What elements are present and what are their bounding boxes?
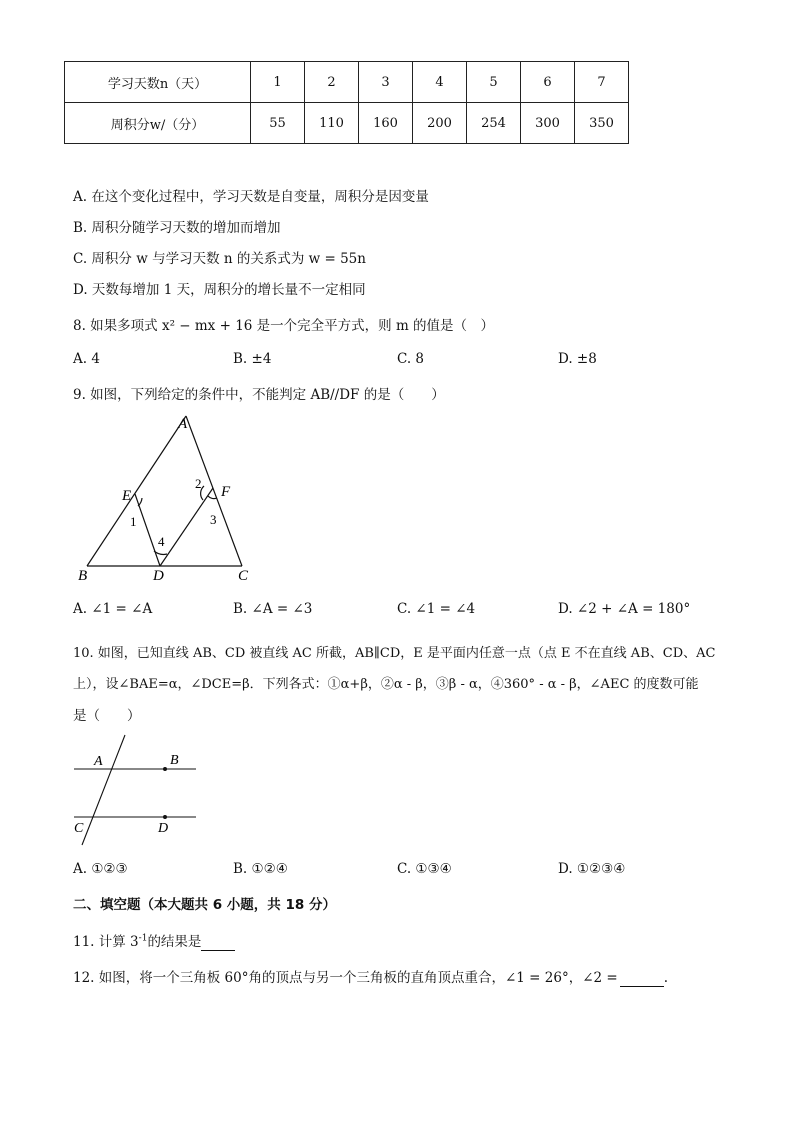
q10-parallel-lines-figure: [70, 733, 210, 848]
q11-text-before: 11. 计算 3: [73, 934, 139, 950]
q7-option-c: C. 周积分 w 与学习天数 n 的关系式为 w = 55n: [73, 251, 366, 267]
section-heading: 二、填空题（本大题共 6 小题，共 18 分）: [73, 897, 336, 913]
table-cell: 6: [521, 62, 575, 103]
table-cell: 2: [305, 62, 359, 103]
q8-option-d: D. ±8: [558, 351, 597, 367]
q10-option-b: B. ①②④: [233, 861, 288, 877]
q8-option-a: A. 4: [73, 351, 100, 367]
table-cell: 3: [359, 62, 413, 103]
q10-line-2: 上），设∠BAE=α，∠DCE=β．下列各式：①α+β，②α - β，③β - α，④360° - α - β，∠AEC 的度数可能: [73, 677, 699, 692]
table-cell: 55: [251, 103, 305, 144]
q9-angle-4: 4: [158, 534, 165, 549]
q10-label-c: C: [74, 821, 84, 836]
q9-stem: 9. 如图，下列给定的条件中，不能判定 AB//DF 的是（ ）: [73, 387, 445, 403]
q9-option-a: A. ∠1 = ∠A: [73, 601, 153, 617]
q9-angle-3: 3: [210, 512, 217, 527]
q10-option-c: C. ①③④: [397, 861, 452, 877]
q11-stem: [73, 930, 235, 951]
q8-option-c: C. 8: [397, 351, 425, 367]
q10-line-3: 是（ ）: [73, 708, 141, 724]
q9-option-b: B. ∠A = ∠3: [233, 601, 313, 617]
q9-label-e: E: [122, 488, 132, 504]
q9-option-d: D. ∠2 + ∠A = 180°: [558, 601, 691, 617]
q7-option-d: D. 天数每增加 1 天，周积分的增长量不一定相同: [73, 282, 366, 298]
q9-option-c: C. ∠1 = ∠4: [397, 601, 476, 617]
q12-text: 12. 如图，将一个三角板 60°角的顶点与另一个三角板的直角顶点重合，∠1 = 26°，∠2 =: [73, 970, 618, 986]
data-table: [64, 61, 629, 144]
table-cell: 7: [575, 62, 629, 103]
q7-option-b: B. 周积分随学习天数的增加而增加: [73, 220, 281, 236]
q10-label-d: D: [158, 821, 169, 836]
table-row: [65, 62, 629, 103]
table-header-days: 学习天数n（天）: [65, 62, 251, 103]
q9-angle-1: 1: [130, 514, 137, 529]
q10-label-a: A: [94, 754, 103, 769]
table-cell: 160: [359, 103, 413, 144]
q7-option-a: A. 在这个变化过程中，学习天数是自变量，周积分是因变量: [73, 189, 429, 205]
q11-answer-blank[interactable]: [201, 934, 235, 951]
q11-text-after: 的结果是: [147, 934, 202, 950]
table-cell: 350: [575, 103, 629, 144]
q9-angle-2: 2: [195, 476, 202, 491]
table-cell: 300: [521, 103, 575, 144]
table-cell: 254: [467, 103, 521, 144]
q10-option-a: A. ①②③: [73, 861, 128, 877]
q12-end: .: [663, 970, 669, 986]
q9-label-f: F: [221, 484, 231, 500]
q10-label-b: B: [170, 753, 179, 768]
q9-triangle-figure: [70, 408, 270, 588]
q9-label-c: C: [238, 568, 249, 584]
q10-line-1: 10. 如图，已知直线 AB、CD 被直线 AC 所截，AB∥CD，E 是平面内任意一点（点 E 不在直线 AB、CD、AC: [73, 646, 716, 661]
table-header-points: 周积分w/（分）: [65, 103, 251, 144]
q9-label-b: B: [78, 568, 88, 584]
q9-label-a: A: [178, 416, 188, 432]
q12-stem: [73, 966, 668, 987]
table-cell: 4: [413, 62, 467, 103]
q9-label-d: D: [153, 568, 164, 584]
q12-answer-blank[interactable]: [620, 970, 664, 987]
q11-exponent: -1: [138, 933, 148, 944]
table-cell: 110: [305, 103, 359, 144]
table-cell: 1: [251, 62, 305, 103]
table-cell: 5: [467, 62, 521, 103]
q10-option-d: D. ①②③④: [558, 861, 626, 877]
table-cell: 200: [413, 103, 467, 144]
table-row: [65, 103, 629, 144]
q8-stem: 8. 如果多项式 x² − mx + 16 是一个完全平方式，则 m 的值是（ ）: [73, 318, 495, 334]
q8-option-b: B. ±4: [233, 351, 272, 367]
